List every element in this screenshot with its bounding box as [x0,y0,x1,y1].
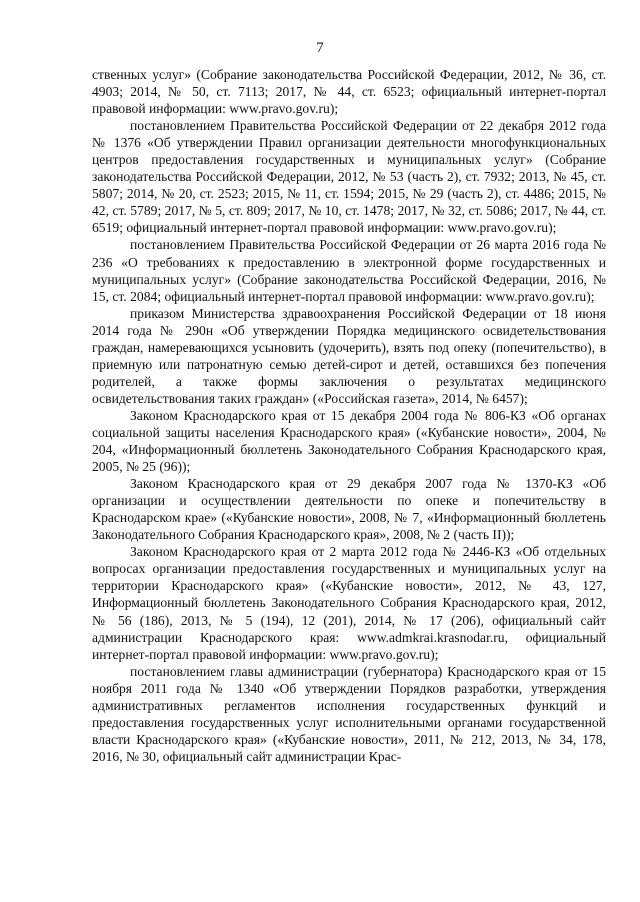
paragraph-6: Законом Краснодарского края от 29 декабря 2007 года № 1370-КЗ «Об организации и осуществлении деятельности по опеке и попечительству в Краснодарском крае» («Кубанские новости», 2008, № 7, «Информационный бюллетень Законодательного Собрания Краснодарского края», 2008, № 2 (часть II)); [92,476,606,543]
paragraph-2: постановлением Правительства Российской Федерации от 22 декабря 2012 года № 1376 «Об утверждении Правил организации деятельности многофункциональных центров предоставления государственных и муниципальных услуг» (Собрание законодательства Российской Федерации, 2012, № 53 (часть 2), ст. 7932; 2013, № 45, ст. 5807; 2014, № 20, ст. 2523; 2015, № 11, ст. 1594; 2015, № 29 (часть 2), ст. 4486; 2015, № 42, ст. 5789; 2017, № 5, ст. 809; 2017, № 10, ст. 1478; 2017, № 32, ст. 5086; 2017, № 44, ст. 6519; официальный интернет-портал правовой информации: www.pravo.gov.ru); [92,118,606,236]
paragraph-4: приказом Министерства здравоохранения Российской Федерации от 18 июня 2014 года № 290н «Об утверждении Порядка медицинского освидетельствования граждан, намеревающихся усыновить (удочерить), взять под опеку (попечительство), в приемную или патронатную семью детей-сирот и детей, оставшихся без попечения родителей, а также формы заключения о результатах медицинского освидетельствования таких граждан» («Российская газета», 2014, № 6457); [92,305,606,406]
paragraph-7: Законом Краснодарского края от 2 марта 2012 года № 2446-КЗ «Об отдельных вопросах организации предоставления государственных и муниципальных услуг на территории Краснодарского края» («Кубанские новости», 2012, № 43, 127, Информационный бюллетень Законодательного Собрания Краснодарского края, 2012, № 56 (186), 2013, № 5 (194), 12 (201), 2014, № 17 (206), официальный сайт администрации Краснодарского края: www.admkrai.krasnodar.ru, официальный интернет-портал правовой информации: www.pravo.gov.ru); [92,544,606,662]
paragraph-5: Законом Краснодарского края от 15 декабря 2004 года № 806-КЗ «Об органах социальной защиты населения Краснодарского края» («Кубанские новости», 2004, № 204, «Информационный бюллетень Законодательного Собрания Краснодарского края, 2005, № 25 (96)); [92,407,606,475]
paragraph-1: ственных услуг» (Собрание законодательства Российской Федерации, 2012, № 36, ст. 4903; 2014, № 50, ст. 7113; 2017, № 44, ст. 6523; официальный интернет-портал правовой информации: www.pravo.gov.ru); [92,67,606,117]
paragraph-3: постановлением Правительства Российской Федерации от 26 марта 2016 года № 236 «О требованиях к предоставлению в электронной форме государственных и муниципальных услуг» (Собрание законодательства Российской Федерации, 2016, № 15, ст. 2084; официальный интернет-портал правовой информации: www.pravo.gov.ru); [92,237,606,304]
paragraph-8: постановлением главы администрации (губернатора) Краснодарского края от 15 ноября 2011 года № 1340 «Об утверждении Порядков разработки, утверждения административных регламентов исполнения государственных функций и предоставления государственных услуг исполнительными органами государственной власти Краснодарского края» («Кубанские новости», 2011, № 212, 2013, № 34, 178, 2016, № 30, официальный сайт администрации Крас- [92,663,606,764]
document-body [92,66,606,765]
page-number: 7 [316,40,324,56]
